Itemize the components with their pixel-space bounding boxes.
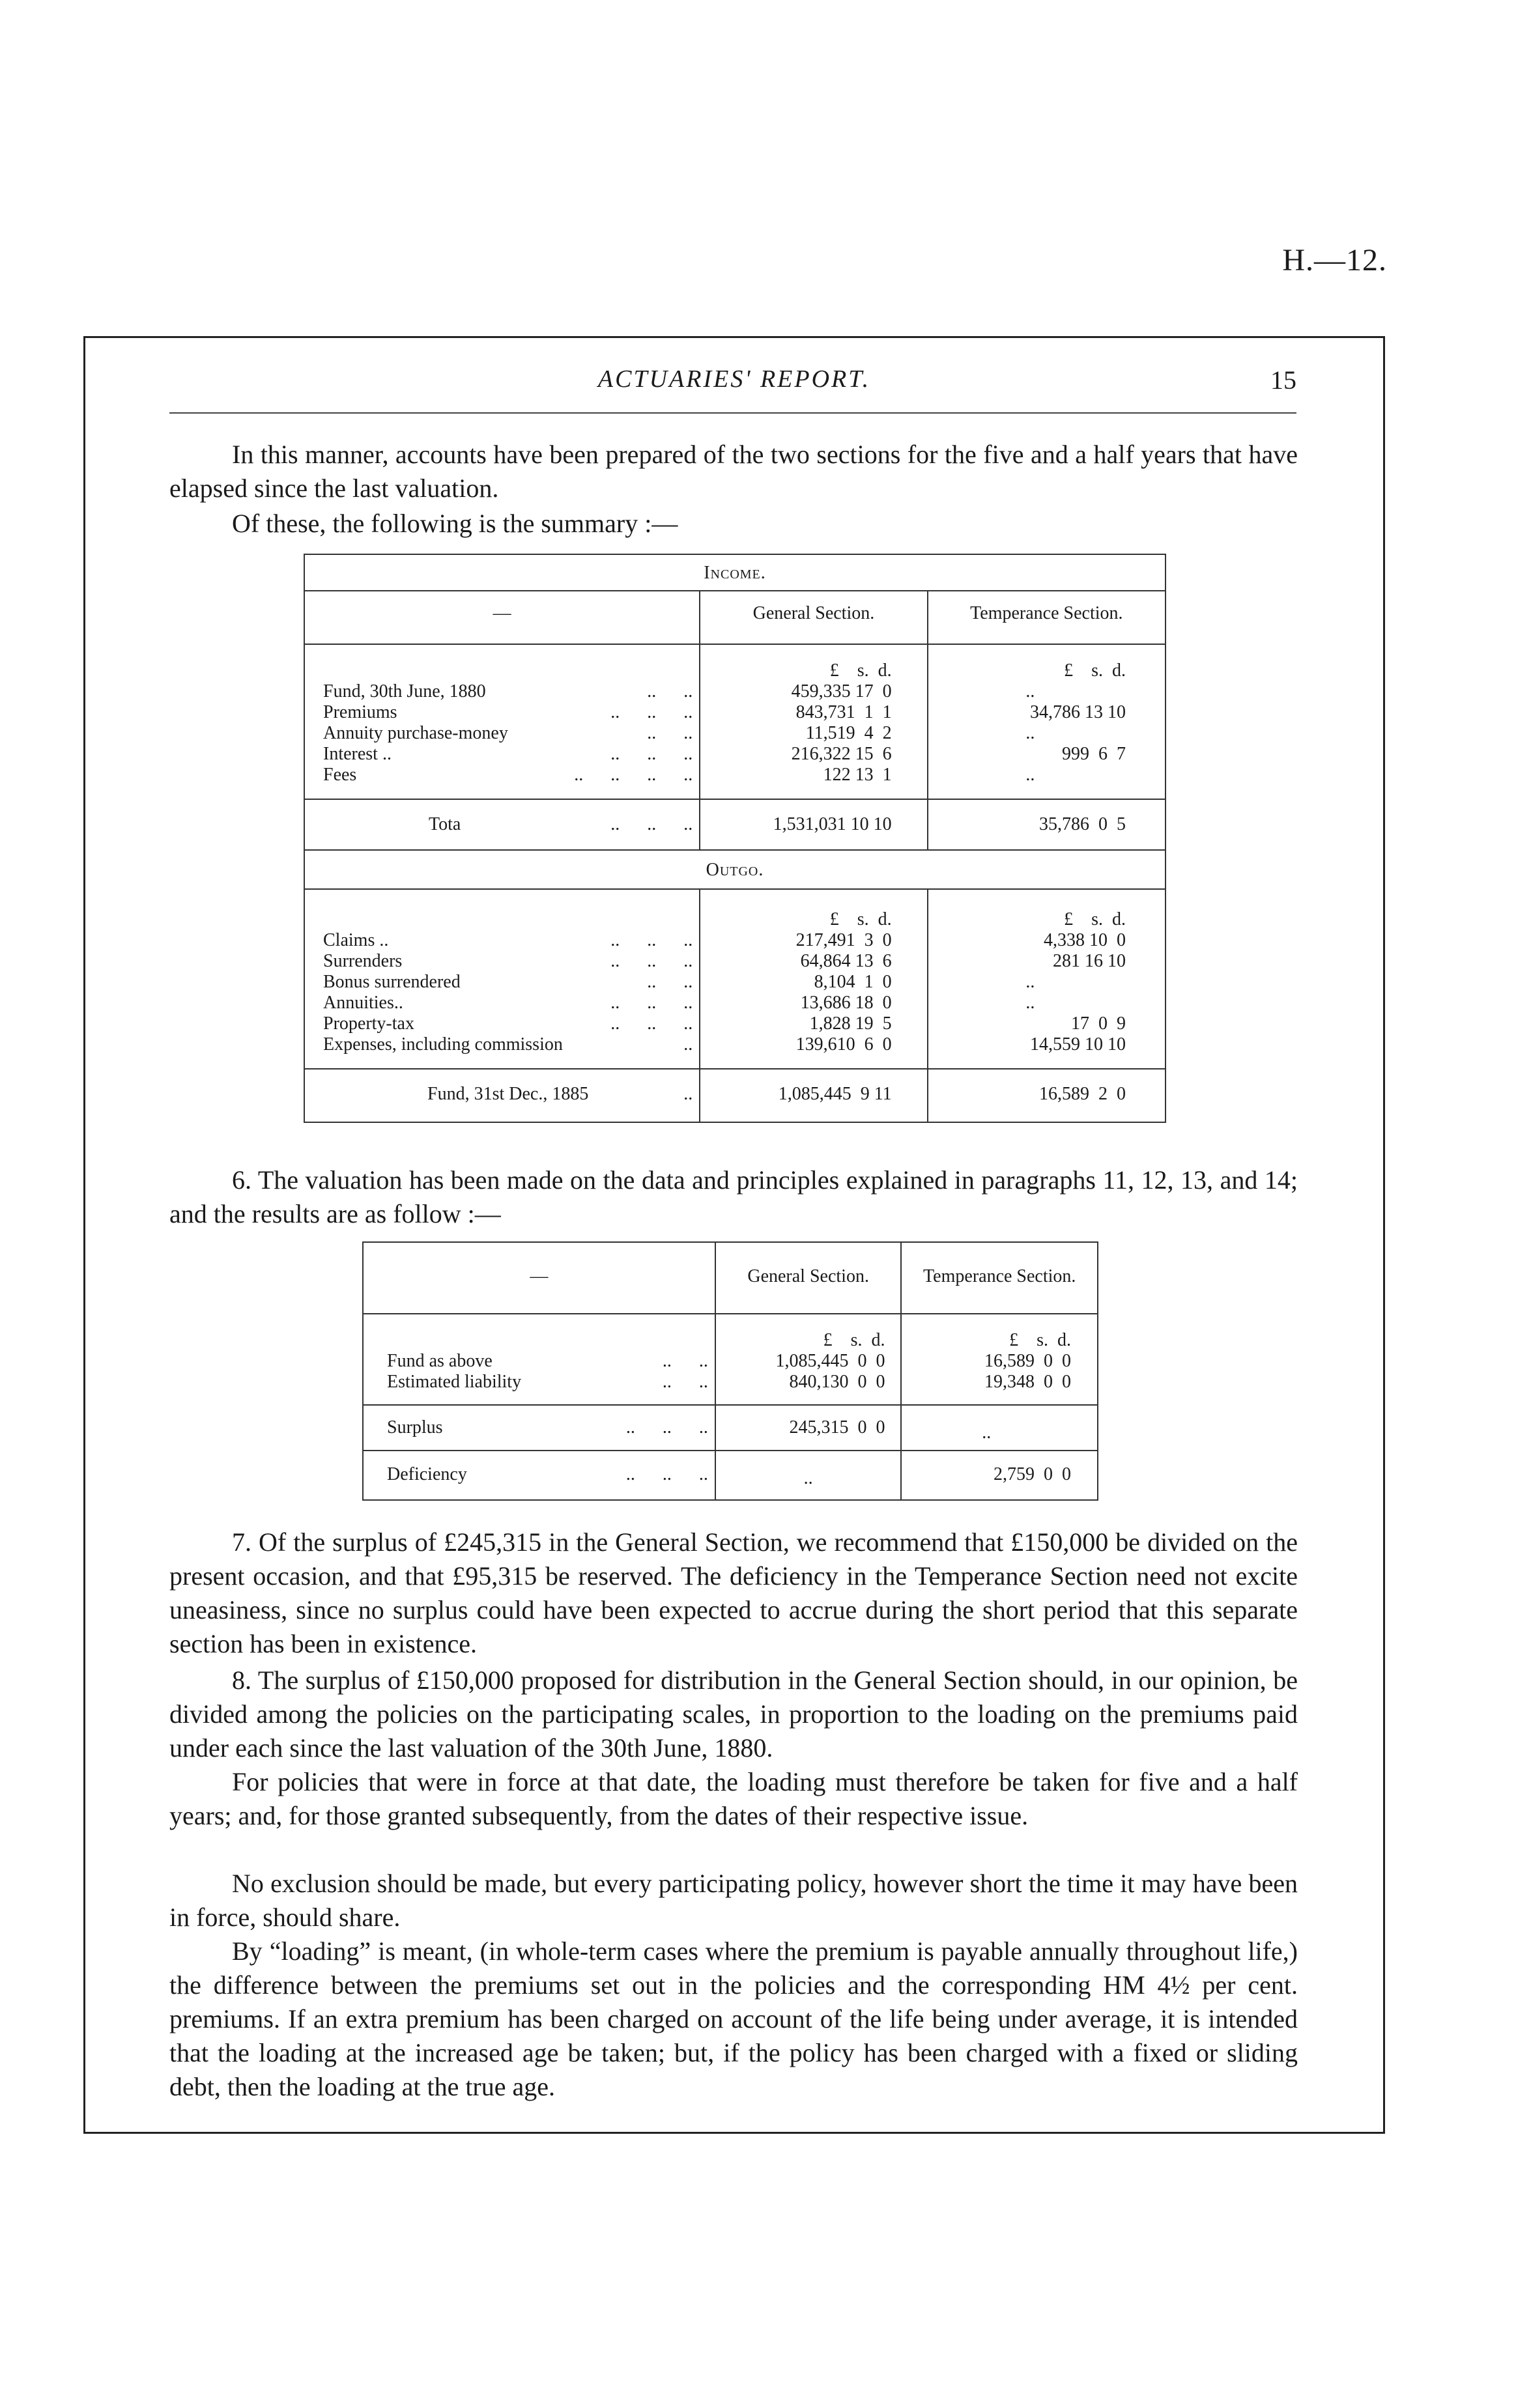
- units-temperance: £ s. d.: [928, 644, 1166, 681]
- leader-dots: .. .. ..: [610, 951, 693, 971]
- cell-general: 1,828 19 5: [700, 1013, 927, 1034]
- income-heading: Income.: [704, 563, 766, 583]
- fund-row: [304, 1069, 1166, 1122]
- total-row: [304, 799, 1166, 850]
- total-temperance: 35,786 0 5: [928, 799, 1166, 850]
- fund-general: 1,085,445 9 11: [700, 1069, 927, 1122]
- leader-dots: .. ..: [647, 681, 693, 701]
- paragraph-11: [169, 1934, 1298, 2104]
- cell-general: 13,686 18 0: [700, 993, 927, 1013]
- leader-dots: .. ..: [647, 972, 693, 992]
- cell-general: 843,731 1 1: [700, 702, 927, 723]
- paragraph-6-text: 6. The valuation has been made on the data and principles explained in paragraphs 11, 12, 13, and 14; and the results are as follow :—: [169, 1165, 1298, 1228]
- leader-dots: .. .. ..: [610, 930, 693, 950]
- document-reference: H.—12.: [1282, 243, 1387, 277]
- paragraph-intro-text: In this manner, accounts have been prepared of the two sections for the five and a half years that have elapsed since the last valuation.: [169, 440, 1298, 503]
- row-label: Fees: [323, 765, 357, 785]
- table-row: [363, 1351, 1098, 1372]
- table-row: [304, 723, 1166, 744]
- table2-header-temperance: Temperance Section.: [901, 1242, 1098, 1314]
- leader-dots: .. ..: [662, 1372, 708, 1392]
- row-label: Fund, 30th June, 1880: [323, 681, 486, 701]
- fund-label: Fund, 31st Dec., 1885: [427, 1084, 589, 1104]
- paragraph-8: [169, 1664, 1298, 1765]
- total-label: Tota: [429, 814, 461, 834]
- table1-header-temperance: Temperance Section.: [928, 591, 1166, 644]
- table-row: [304, 1013, 1166, 1034]
- table-row: [304, 744, 1166, 765]
- deficiency-temperance: 2,759 0 0: [901, 1451, 1098, 1500]
- paragraph-11-text: By “loading” is meant, (in whole-term cases where the premium is payable annually throughout life,) the difference between the premiums set out in the policies and the corresponding HM 4½ per cent. premiums. If an extra premium has been charged on account of the life being under average, it is intended that the loading at the increased age be taken; but, if the policy has been charged with a fixed or sliding debt, then the loading at the true age.: [169, 1936, 1298, 2101]
- cell-general: 139,610 6 0: [700, 1034, 927, 1069]
- cell-general: 11,519 4 2: [700, 723, 927, 744]
- row-label: Bonus surrendered: [323, 972, 461, 992]
- cell-general: 217,491 3 0: [700, 930, 927, 951]
- table-row: [304, 993, 1166, 1013]
- cell-general: 8,104 1 0: [700, 972, 927, 993]
- surplus-row: [363, 1405, 1098, 1451]
- surplus-temperance: ..: [901, 1405, 1098, 1451]
- leader-dots: .. .. ..: [610, 1013, 693, 1034]
- cell-general: 64,864 13 6: [700, 951, 927, 972]
- leader-dots: .. .. .. ..: [574, 765, 693, 785]
- cell-general: 1,085,445 0 0: [715, 1351, 902, 1372]
- header-rule: [169, 412, 1296, 414]
- table2-dash: —: [530, 1266, 549, 1286]
- row-label: Property-tax: [323, 1013, 414, 1034]
- row-label: Annuity purchase-money: [323, 723, 508, 743]
- units-temperance: £ s. d.: [901, 1314, 1098, 1351]
- cell-general: 459,335 17 0: [700, 681, 927, 702]
- row-label: Claims ..: [323, 930, 389, 950]
- row-label: Expenses, including commission: [323, 1034, 563, 1055]
- leader-dots: .. .. ..: [610, 993, 693, 1013]
- leader-dots: .. .. ..: [625, 1464, 708, 1484]
- row-label: Premiums: [323, 702, 397, 722]
- surplus-label: Surplus: [387, 1417, 443, 1438]
- cell-temperance: ..: [928, 681, 1166, 702]
- leader-dots: .. ..: [647, 723, 693, 743]
- outgo-heading: Outgo.: [706, 860, 764, 880]
- table1-dash: —: [493, 603, 511, 623]
- fund-temperance: 16,589 2 0: [928, 1069, 1166, 1122]
- table1-header-general: General Section.: [700, 591, 927, 644]
- paragraph-10: [169, 1867, 1298, 1934]
- deficiency-row: [363, 1451, 1098, 1500]
- cell-temperance: 17 0 9: [928, 1013, 1166, 1034]
- leader-dots: ..: [683, 1084, 693, 1104]
- row-label: Surrenders: [323, 951, 403, 971]
- deficiency-label: Deficiency: [387, 1464, 467, 1484]
- paragraph-intro: [169, 438, 1298, 505]
- cell-temperance: ..: [928, 993, 1166, 1013]
- running-head: ACTUARIES' REPORT.: [597, 365, 871, 393]
- valuation-table: [362, 1241, 1098, 1501]
- cell-temperance: 14,559 10 10: [928, 1034, 1166, 1069]
- row-label: Estimated liability: [387, 1372, 522, 1392]
- table-row: [304, 972, 1166, 993]
- cell-temperance: 281 16 10: [928, 951, 1166, 972]
- table2-header-general: General Section.: [715, 1242, 902, 1314]
- paragraph-9: [169, 1765, 1298, 1833]
- row-label: Annuities..: [323, 993, 403, 1013]
- cell-general: 216,322 15 6: [700, 744, 927, 765]
- table-row: [304, 765, 1166, 799]
- paragraph-summary-text: Of these, the following is the summary :—: [232, 509, 678, 538]
- cell-temperance: 4,338 10 0: [928, 930, 1166, 951]
- cell-temperance: 19,348 0 0: [901, 1372, 1098, 1405]
- cell-temperance: 34,786 13 10: [928, 702, 1166, 723]
- table-row: [304, 1034, 1166, 1069]
- leader-dots: .. .. ..: [610, 744, 693, 764]
- cell-temperance: ..: [928, 723, 1166, 744]
- leader-dots: .. .. ..: [610, 814, 693, 834]
- table-row: [304, 951, 1166, 972]
- table-row: [304, 702, 1166, 723]
- paragraph-summary: [169, 507, 1298, 541]
- cell-temperance: 16,589 0 0: [901, 1351, 1098, 1372]
- paragraph-7-text: 7. Of the surplus of £245,315 in the General Section, we recommend that £150,000 be divided on the present occasion, and that £95,315 be reserved. The deficiency in the Temperance Section need not excite uneasiness, since no surplus could have been expected to accrue during the short period that this separate section has been in existence.: [169, 1527, 1298, 1658]
- paragraph-9-text: For policies that were in force at that date, the loading must therefore be taken for five and a half years; and, for those granted subsequently, from the dates of their respective issue.: [169, 1767, 1298, 1830]
- row-label: Fund as above: [387, 1351, 493, 1371]
- row-label: Interest ..: [323, 744, 392, 764]
- table-row: [304, 930, 1166, 951]
- paragraph-6: [169, 1163, 1298, 1231]
- leader-dots: .. .. ..: [625, 1417, 708, 1438]
- income-outgo-table: [304, 554, 1166, 1123]
- surplus-general: 245,315 0 0: [715, 1405, 902, 1451]
- paragraph-10-text: No exclusion should be made, but every participating policy, however short the time it may have been in force, should share.: [169, 1869, 1298, 1932]
- cell-general: 122 13 1: [700, 765, 927, 799]
- cell-temperance: ..: [928, 765, 1166, 799]
- leader-dots: .. .. ..: [610, 702, 693, 722]
- page-number: 15: [1270, 365, 1296, 395]
- table-row: [363, 1372, 1098, 1405]
- table-row: [304, 681, 1166, 702]
- cell-temperance: ..: [928, 972, 1166, 993]
- leader-dots: ..: [683, 1034, 693, 1055]
- total-general: 1,531,031 10 10: [700, 799, 927, 850]
- units-temperance: £ s. d.: [928, 889, 1166, 930]
- leader-dots: .. ..: [662, 1351, 708, 1371]
- units-general: £ s. d.: [715, 1314, 902, 1351]
- units-general: £ s. d.: [700, 889, 927, 930]
- paragraph-8-text: 8. The surplus of £150,000 proposed for distribution in the General Section should, in our opinion, be divided among the policies on the participating scales, in proportion to the loading on the premiums paid under each since the last valuation of the 30th June, 1880.: [169, 1665, 1298, 1763]
- deficiency-general: ..: [715, 1451, 902, 1500]
- units-general: £ s. d.: [700, 644, 927, 681]
- cell-general: 840,130 0 0: [715, 1372, 902, 1405]
- paragraph-7: [169, 1525, 1298, 1661]
- cell-temperance: 999 6 7: [928, 744, 1166, 765]
